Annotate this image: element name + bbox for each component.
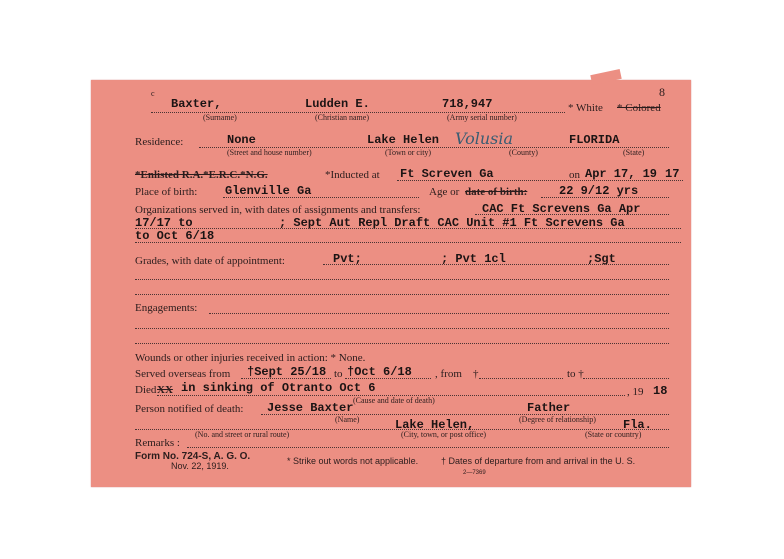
surname-caption: (Surname) (203, 113, 237, 122)
grade-3: ;Sgt (587, 252, 616, 266)
engagements-rule-3 (135, 343, 669, 344)
serial-caption: (Army serial number) (447, 113, 517, 122)
notified-state-value: Fla. (623, 418, 652, 432)
christian-caption: (Christian name) (315, 113, 369, 122)
residence-state-value: FLORIDA (569, 133, 620, 147)
notified-label: Person notified of death: (135, 403, 244, 415)
org-line-1-rule (475, 214, 669, 215)
race-white: * White (568, 102, 603, 114)
death-year-value: 18 (653, 384, 668, 398)
dates-note: † Dates of departure from and arrival in the U. S. (441, 456, 636, 466)
print-code: 2—7369 (463, 470, 486, 476)
inducted-at-value: Ft Screven Ga (400, 167, 494, 181)
street-caption: (Street and house number) (227, 148, 312, 157)
engagements-rule-1 (209, 313, 669, 314)
orgs-label: Organizations served in, with dates of assignments and transfers: (135, 204, 421, 216)
overseas-from2-value: † (473, 368, 479, 380)
birthplace-value: Glenville Ga (225, 184, 312, 198)
strike-note: * Strike out words not applicable. (287, 456, 419, 466)
grades-rule-2 (135, 279, 669, 280)
card-torn-corner (590, 69, 621, 85)
city-caption: (City, town, or post office) (401, 430, 487, 439)
state-country-caption: (State or country) (585, 430, 642, 439)
age-label: Age or (429, 186, 460, 198)
grades-label: Grades, with date of appointment: (135, 255, 285, 267)
residence-county-value: Volusia (455, 129, 514, 148)
surname-value: Baxter, (171, 97, 222, 111)
engagements-label: Engagements: (135, 302, 198, 314)
town-caption: (Town or city) (385, 148, 432, 157)
overseas-from2-rule (479, 378, 563, 379)
notified-rule (261, 414, 669, 415)
overseas-to-label: to (334, 368, 343, 380)
form-date: Nov. 22, 1919. (171, 461, 229, 471)
org-line-1: CAC Ft Screvens Ga Apr (482, 202, 641, 216)
county-caption: (County) (509, 148, 538, 157)
enlisted-struck: *Enlisted R.A.*E.R.C.*N.G. (135, 169, 268, 181)
grade-1: Pvt; (333, 252, 362, 266)
service-record-card (91, 80, 691, 487)
serial-number-value: 718,947 (442, 97, 493, 111)
died-label: Died (135, 384, 157, 396)
org-line-2b: ; Sept Aut Repl Draft CAC Unit #1 Ft Screvens Ga (279, 216, 625, 230)
inducted-year-value: 17 (665, 167, 680, 181)
org-line-2a: 17/17 to (135, 216, 193, 230)
overseas-from-rule (241, 378, 331, 379)
birthdate-struck: date of birth: (465, 186, 528, 198)
remarks-rule (187, 447, 669, 448)
christian-name-value: Ludden E. (305, 97, 370, 111)
grades-rule-3 (135, 294, 669, 295)
street2-caption: (No. and street or rural route) (195, 430, 290, 439)
form-number: Form No. 724-S, A. G. O. (135, 451, 251, 462)
overseas-to2-value: to † (567, 368, 584, 380)
inducted-on-label: on (569, 169, 580, 181)
wounds-label: Wounds or other injuries received in action: * None. (135, 352, 366, 364)
birthplace-line (223, 197, 419, 198)
residence-street-value: None (227, 133, 256, 147)
inducted-label: *Inducted at (325, 169, 380, 181)
age-line (541, 197, 669, 198)
org-line-3-rule (135, 242, 681, 243)
died-struck: XX (157, 384, 173, 396)
org-line-3: to Oct 6/18 (135, 229, 215, 243)
grade-2: ; Pvt 1cl (441, 252, 506, 266)
residence-town-value: Lake Helen (367, 133, 440, 147)
inducted-on-value: Apr 17, 19 (585, 167, 658, 181)
residence-label: Residence: (135, 136, 184, 148)
notified-relation-value: Father (527, 401, 571, 415)
race-colored-struck: * Colored (617, 102, 661, 114)
bullet-mark: c (151, 89, 155, 98)
page-number: 8 (659, 85, 665, 99)
notified-city-value: Lake Helen, (395, 418, 475, 432)
overseas-from-value: †Sept 25/18 (247, 365, 327, 379)
grades-rule (323, 264, 669, 265)
cause-caption: (Cause and date of death) (353, 396, 435, 405)
inducted-line (397, 180, 683, 181)
overseas-to-value: †Oct 6/18 (347, 365, 412, 379)
relationship-caption: (Degree of relationship) (519, 415, 596, 424)
org-line-2-rule (135, 228, 681, 229)
overseas-to2-rule (583, 378, 669, 379)
overseas-from2-label: , from (435, 368, 462, 380)
age-value: 22 9/12 yrs (559, 184, 639, 198)
overseas-to-rule (345, 378, 431, 379)
name-caption: (Name) (335, 415, 360, 424)
engagements-rule-2 (135, 328, 669, 329)
death-year-label: , 19 (627, 386, 644, 398)
remarks-label: Remarks : (135, 437, 180, 449)
overseas-label: Served overseas from (135, 368, 231, 380)
notified-name-value: Jesse Baxter (267, 401, 354, 415)
death-cause-value: in sinking of Otranto Oct 6 (181, 381, 376, 395)
state-caption: (State) (623, 148, 645, 157)
birthplace-label: Place of birth: (135, 186, 198, 198)
